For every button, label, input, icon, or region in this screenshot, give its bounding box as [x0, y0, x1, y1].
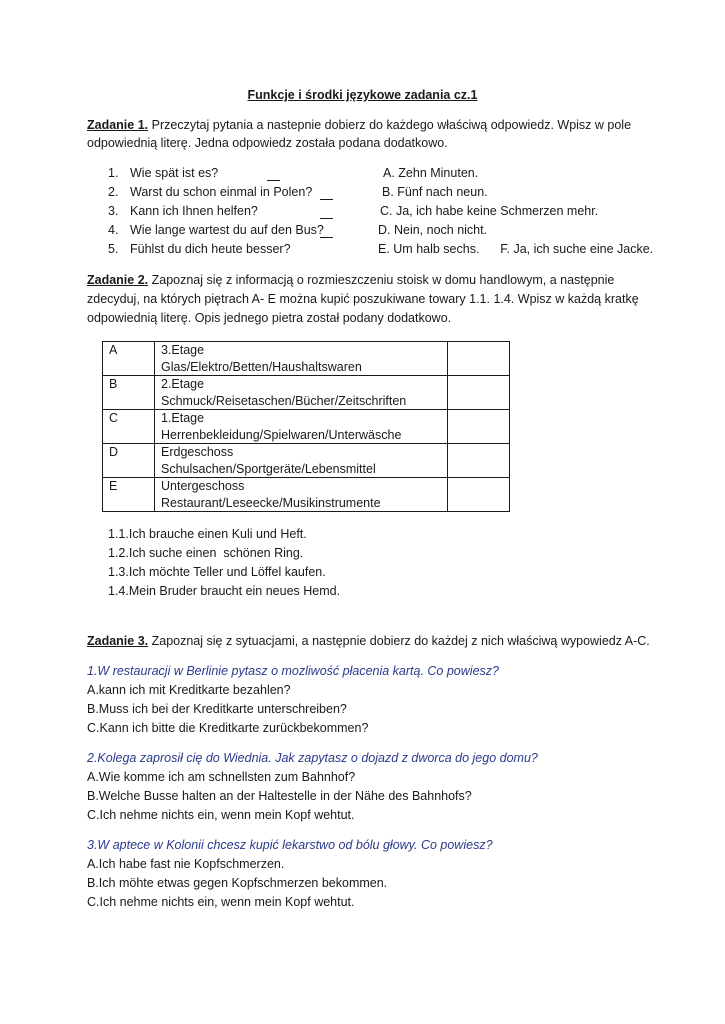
task3-instruction: [87, 634, 650, 648]
task1-question-num: 3.: [108, 204, 119, 218]
situation-option: C.Ich nehme nichts ein, wenn mein Kopf wehtut.: [87, 808, 355, 822]
answer-blank-3[interactable]: [320, 208, 333, 219]
table-row: [103, 342, 510, 376]
task1-question: Wie spät ist es?: [130, 166, 219, 180]
situation-option: C.Kann ich bitte die Kreditkarte zurückbekommen?: [87, 721, 369, 735]
situation-prompt: 3.W aptece w Kolonii chcesz kupić lekarstwo od bólu głowy. Co powiesz?: [87, 838, 493, 852]
task1-label: Zadanie 1.: [87, 118, 149, 132]
floor-name: 1.Etage: [161, 411, 205, 425]
table-row: [103, 376, 510, 410]
floor-description: [155, 444, 448, 478]
task1-answer: A. Zehn Minuten.: [383, 166, 479, 180]
floor-name: 2.Etage: [161, 377, 205, 391]
task1-line1: Przeczytaj pytania a nastepnie dobierz do każdego właściwą odpowiedz. Wpisz w pole: [148, 118, 632, 132]
situation-option: B.Ich möhte etwas gegen Kopfschmerzen bekommen.: [87, 876, 388, 890]
answer-box[interactable]: [448, 376, 510, 410]
situation-option: B.Welche Busse halten an der Haltestelle in der Nähe des Bahnhofs?: [87, 789, 472, 803]
floor-description: [155, 376, 448, 410]
task2-line3: odpowiednią literę. Opis jednego pietra został podany dodatkowo.: [87, 311, 452, 325]
table-row: [103, 444, 510, 478]
task2-item: 1.2.Ich suche einen schönen Ring.: [108, 546, 304, 560]
situation-prompt: 1.W restauracji w Berlinie pytasz o mozliwość płacenia kartą. Co powiesz?: [87, 664, 499, 678]
answer-blank-1[interactable]: [267, 170, 280, 181]
task1-question-num: 5.: [108, 242, 119, 256]
answer-box[interactable]: [448, 410, 510, 444]
task1-answer: B. Fünf nach neun.: [382, 185, 488, 199]
floor-description: [155, 342, 448, 376]
floor-letter: C: [103, 410, 155, 444]
task1-question: Wie lange wartest du auf den Bus?: [130, 223, 324, 237]
task1-question-num: 2.: [108, 185, 119, 199]
task2-item: 1.3.Ich möchte Teller und Löffel kaufen.: [108, 565, 326, 579]
floor-goods: Schulsachen/Sportgeräte/Lebensmittel: [161, 461, 376, 476]
situation-option: A.Wie komme ich am schnellsten zum Bahnhof?: [87, 770, 356, 784]
floor-letter: D: [103, 444, 155, 478]
situation-option: A.kann ich mit Kreditkarte bezahlen?: [87, 683, 291, 697]
answer-blank-4[interactable]: [320, 227, 333, 238]
task1-question: Warst du schon einmal in Polen?: [130, 185, 313, 199]
task3-label: Zadanie 3.: [87, 634, 149, 648]
floor-name: 3.Etage: [161, 343, 205, 357]
task2-instruction: [87, 273, 614, 287]
task1-answer: E. Um halb sechs. F. Ja, ich suche eine Jacke.: [378, 242, 654, 256]
answer-box[interactable]: [448, 478, 510, 512]
page-title: Funkcje i środki językowe zadania cz.1: [247, 88, 478, 102]
table-row: [103, 478, 510, 512]
task1-instruction: [87, 118, 631, 132]
situation-prompt: 2.Kolega zaprosił cię do Wiednia. Jak zapytasz o dojazd z dworca do jego domu?: [87, 751, 538, 765]
answer-box[interactable]: [448, 342, 510, 376]
task1-question: Kann ich Ihnen helfen?: [130, 204, 258, 218]
floor-description: [155, 410, 448, 444]
task2-item: 1.4.Mein Bruder braucht ein neues Hemd.: [108, 584, 341, 598]
task2-label: Zadanie 2.: [87, 273, 149, 287]
floor-goods: Glas/Elektro/Betten/Haushaltswaren: [161, 359, 362, 374]
situation-option: B.Muss ich bei der Kreditkarte unterschreiben?: [87, 702, 347, 716]
floor-goods: Restaurant/Leseecke/Musikinstrumente: [161, 495, 381, 510]
task2-item: 1.1.Ich brauche einen Kuli und Heft.: [108, 527, 307, 541]
floor-description: [155, 478, 448, 512]
floor-name: Untergeschoss: [161, 479, 245, 493]
task1-question-num: 4.: [108, 223, 119, 237]
task1-line2: odpowiednią literę. Jedna odpowiedz została podana dodatkowo.: [87, 136, 448, 150]
answer-box[interactable]: [448, 444, 510, 478]
task2-line1: Zapoznaj się z informacją o rozmieszczeniu stoisk w domu handlowym, a następnie: [148, 273, 615, 287]
store-directory-table: [102, 341, 510, 512]
answer-blank-2[interactable]: [320, 189, 333, 200]
floor-goods: Schmuck/Reisetaschen/Bücher/Zeitschriften: [161, 393, 407, 408]
task1-question: Fühlst du dich heute besser?: [130, 242, 291, 256]
floor-name: Erdgeschoss: [161, 445, 234, 459]
floor-letter: A: [103, 342, 155, 376]
floor-letter: B: [103, 376, 155, 410]
situation-option: C.Ich nehme nichts ein, wenn mein Kopf wehtut.: [87, 895, 355, 909]
task1-question-num: 1.: [108, 166, 119, 180]
floor-goods: Herrenbekleidung/Spielwaren/Unterwäsche: [161, 427, 402, 442]
task3-intro: Zapoznaj się z sytuacjami, a następnie dobierz do każdej z nich właściwą wypowiedz A-C.: [148, 634, 650, 648]
task1-answer: D. Nein, noch nicht.: [378, 223, 488, 237]
task2-line2: zdecyduj, na których piętrach A- E można kupić poszukiwane towary 1.1. 1.4. Wpisz w każdą kratkę: [87, 292, 639, 306]
task1-answer: C. Ja, ich habe keine Schmerzen mehr.: [380, 204, 599, 218]
table-row: [103, 410, 510, 444]
floor-letter: E: [103, 478, 155, 512]
situation-option: A.Ich habe fast nie Kopfschmerzen.: [87, 857, 285, 871]
